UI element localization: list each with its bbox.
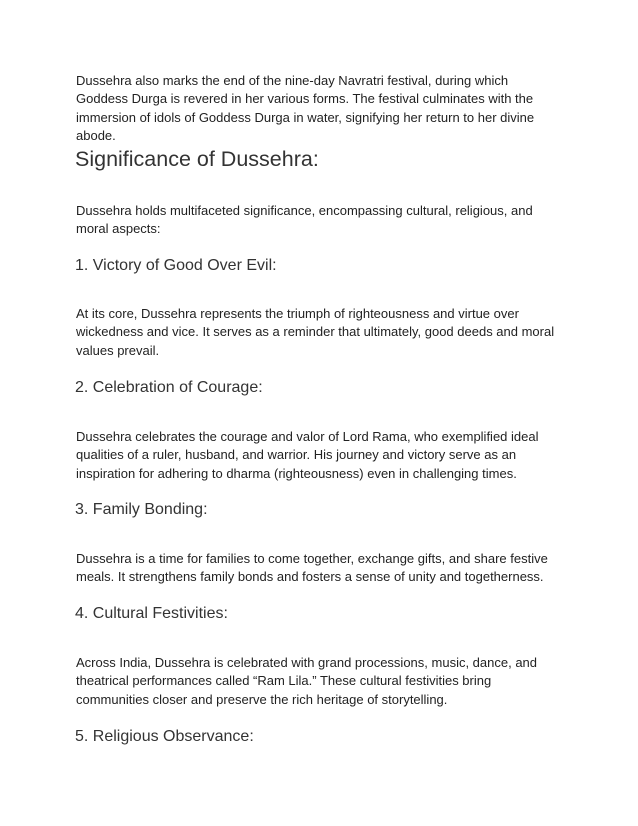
section-heading-victory: 1. Victory of Good Over Evil: — [75, 257, 277, 274]
section-paragraph-victory: At its core, Dussehra represents the triumph of righteousness and virtue over wickedness and vice. It serves as a reminder that ultimately, good deeds and moral values prevail. — [76, 306, 555, 358]
section-heading-religious: 5. Religious Observance: — [75, 728, 254, 745]
significance-paragraph: Dussehra holds multifaceted significance, encompassing cultural, religious, and moral aspects: — [76, 203, 533, 237]
section-paragraph-cultural: Across India, Dussehra is celebrated with grand processions, music, dance, and theatrical performances called “Ram Lila.” These cultural festivities bring communities closer and preserve the rich heritage of storytelling. — [76, 655, 538, 707]
section-paragraph-family: Dussehra is a time for families to come together, exchange gifts, and share festive meals. It strengthens family bonds and fosters a sense of unity and togetherness. — [76, 551, 548, 585]
section-heading-cultural: 4. Cultural Festivities: — [75, 605, 228, 622]
intro-paragraph: Dussehra also marks the end of the nine-day Navratri festival, during which Goddess Durga is revered in her various forms. The festival culminates with the immersion of idols of Goddess Durga in water, signifying her return to her divine abode. — [76, 73, 535, 144]
section-paragraph-courage: Dussehra celebrates the courage and valor of Lord Rama, who exemplified ideal qualities of a ruler, husband, and warrior. His journey and victory serve as an inspiration for adhering to dharma (righteousness) even in challenging times. — [76, 429, 539, 481]
significance-heading: Significance of Dussehra: — [75, 147, 319, 171]
section-heading-family: 3. Family Bonding: — [75, 501, 208, 518]
section-heading-courage: 2. Celebration of Courage: — [75, 379, 263, 396]
